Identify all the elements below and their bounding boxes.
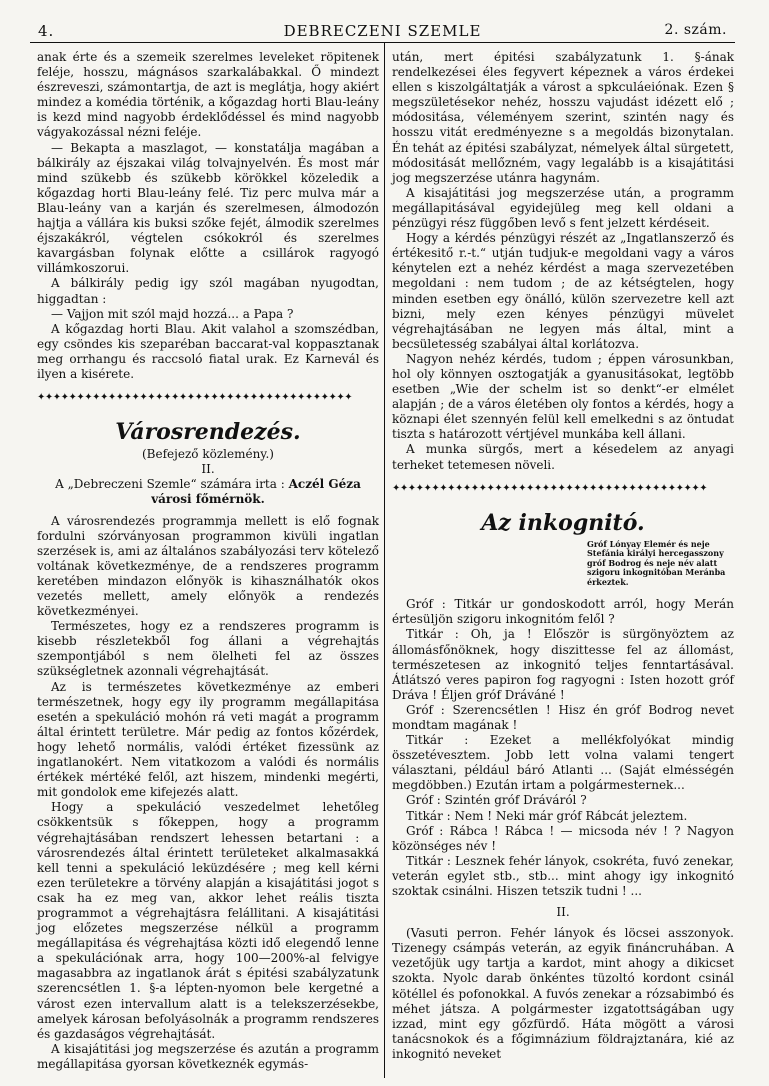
paragraph: A bálkirály pedig igy szól magában nyugodtan, higgadtan : — [37, 276, 379, 306]
paragraph: Hogy a kérdés pénzügyi részét az „Ingatlanszerző és értékesitő r.-t.“ utján tudjuk-e megoldani vagy a város kénytelen ezt a nehéz kérdést a maga szervezetében megoldani : nem tudom ; de az kétségtelen, hogy minden esetben egy önálló, külön szervezetre kell azt bizni, mely ezen kényes pénzügyi müvelet végrehajtásában ne legyen más által, mint a becsületesség szabályai által korlátozva. — [392, 231, 734, 351]
dialogue-line: Gróf : Szerencsétlen ! Hisz én gróf Bodrog nevet mondtam magának ! — [392, 702, 734, 732]
paragraph: Nagyon nehéz kérdés, tudom ; éppen városunkban, hol oly könnyen osztogatják a gyanusitásokat, legtöbb esetben „Wie der schelm ist so denkt“-er elmélet alapján ; de a város életében oly fontos a kérdés, hogy a köznapi élet szennyén felül kell emelkedni s az öntudat tiszta s határozott vértjével munkába kell állani. — [392, 351, 734, 442]
paragraph: A kisajátitási jog megszerzése és azután a programm megállapitása gyorsan következnék egymás- — [37, 1041, 379, 1071]
dialogue-line: Gróf : Szintén gróf Dráváról ? — [406, 793, 587, 808]
ornamental-divider: ✦✦✦✦✦✦✦✦✦✦✦✦✦✦✦✦✦✦✦✦✦✦✦✦✦✦✦✦✦✦✦✦✦✦✦✦✦✦✦✦ — [37, 392, 353, 404]
ornamental-divider: ✦✦✦✦✦✦✦✦✦✦✦✦✦✦✦✦✦✦✦✦✦✦✦✦✦✦✦✦✦✦✦✦✦✦✦✦✦✦✦✦ — [392, 482, 708, 494]
author-name: Aczél Géza városi főmérnök. — [151, 477, 361, 507]
page-header — [30, 20, 735, 44]
article-subtitle: (Befejező közlemény.) — [142, 447, 274, 462]
journal-title: DEBRECZENI SZEMLE — [283, 22, 482, 40]
article-title: Az inkognitó. — [481, 509, 645, 536]
paragraph: anak érte és a szemeik szerelmes leveleket röpitenek feléje, hosszu, mágnásos szarkalábakkal. Ő mindezt észreveszi, számontartja, de azt is meglátja, hogy akiért mindez a komédia történik, a kőgazdag horti Blau-leány is kezd mind nagyobb érdeklődéssel és mind nagyobb vágyakozással nézni feléje. — [37, 50, 379, 140]
issue-number: 2. szám. — [664, 22, 727, 38]
paragraph: A kisajátitási jog megszerzése után, a programm megállapitásával egyidejüleg meg kell oldani a pénzügyi rész függőben levő s fent jelzett kérdéseit. — [392, 185, 734, 231]
byline-prefix: A „Debreczeni Szemle“ számára irta : — [55, 477, 285, 492]
paragraph: A városrendezés programmja mellett is elő fognak fordulni szórványosan programmon kivüli ingatlan szerzések is, ami az általános szabályozási terv kötelező voltának következménye, de a rendszeres programm keretében mindazon előnyök is kihasználhatók okos vezetés mellett, amely előnyök a rendezés következményei. — [37, 513, 379, 619]
page-number: 4. — [38, 22, 55, 40]
paragraph: — Bekapta a maszlagot, — konstatálja magában a bálkirály az éjszakai világ tolvajnyelvén. És most már mind szükebb és szükebb körökkel közeledik a kőgazdag horti Blau-leány felé. Tiz perc mulva már a Blau-leány van a karján és szerelmesen, álmodozón hajtja a vállára kis buksi szőke fejét, álmodik szerelmes éjszakákról, végtelen csókokról és szerelmes kavargásban folynak előtte a csillárok ragyogó villámkoszorui. — [37, 140, 379, 276]
part-number: II. — [201, 462, 215, 477]
dialogue-line: Titkár : Nem ! Neki már gróf Rábcát jeleztem. — [406, 808, 688, 823]
article-title: Városrendezés. — [115, 419, 301, 446]
dedication-note: Gróf Lónyay Elemér és neje Stefánia királyi hercegasszony gróf Bodrog és neje név alatt szigoru inkognitóban Meránba érkeztek. — [587, 538, 726, 587]
dialogue-line: Titkár : Ezeket a mellékfolyókat mindig összetévesztem. Jobb lett volna valami tengert választani, például báró Atlanti ... (Saját elmésségén megdöbben.) Ezután irtam a polgármesternek... — [392, 733, 734, 793]
section-number: II. — [556, 905, 570, 920]
paragraph: után, mert épitési szabályzatunk 1. §-ának rendelkezései éles fegyvert képeznek a város érdekei ellen s kiszolgáltatják a várost a spkculáeiónak. Ezen § megszületésekor nehéz, hosszu vajudást idézett elő ; módositása, véleményem szerint, szintén nagy és hosszu vitát eredményezne s a megoldás bizonytalan. Én tehát az épitési szabályzat, némelyek által sürgetett, módositását mellőzném, vagy legalább is a kisajátitási jog megszerzése utánra hagynám. — [392, 50, 734, 185]
byline — [37, 477, 379, 507]
header-rule — [30, 42, 735, 43]
dialogue-line: Gróf : Titkár ur gondoskodott arról, hogy Merán értesüljön szigoru inkognitóm felől ? — [392, 597, 734, 627]
paragraph: (Vasuti perron. Fehér lányok és löcsei asszonyok. Tizenegy csámpás veterán, az egyik fináncruhában. A vezetőjük ugy tartja a kardot, mint ahogy a dikicset szokta. Nyolc darab önkéntes tüzoltó kordont csinál kötéllel és pofonokkal. A fuvós zenekar a rózsabimbó és méhet játsza. A polgármester izgatottságában ugy izzad, mint egy gőzfürdő. Háta mögött a városi tanácsnokok és a főgimnázium földrajztanára, kié az inkognitó neveket — [392, 926, 734, 1061]
paragraph: Hogy a spekuláció veszedelmet lehetőleg csökkentsük s főkeppen, hogy a programm végrehajtásában rendszert lehessen betartani : a városrendezés által érintett területeket alkalmasakká kell tenni a spekuláció leküzdésére ; meg kell kérni ezen területekre a törvény alapján a kisajátitási jogot s csak ha ez meg van, akkor lehet reális tiszta programmot a végrehajtásra felállitani. A kisajátitási jog előzetes megszerzése nélkül a programm megállapitása és végrehajtása közti idő elegendő lenne a spekulációnak arra, hogy 100—200%-al felvigye magasabbra az ingatlanok árát s épitési szabályzatunk szerencsétlen 1. §-a lépten-nyomon bele kergetné a várost ezen intervallum alatt is a telekszerzésekbe, amelyek károsan befolyásolnák a programm rendszeres és gazdaságos végrehajtását. — [37, 800, 379, 1041]
paragraph: A kőgazdag horti Blau. Akit valahol a szomszédban, egy csöndes kis szeparéban baccarat-val koppasztanak meg orrhangu és raccsoló fiatal urak. Ez Karnevál és ilyen a kisérete. — [37, 321, 379, 381]
dialogue-line: Titkár : Oh, ja ! Először is sürgönyöztem az állomásfőnöknek, hogy diszittesse fel az állomást, természetesen az inkognitó teljes fenntartásával. Átlátszó veres papiron fog ragyogni : Isten hozott gróf Dráva ! Éljen gróf Dráváné ! — [392, 627, 734, 702]
left-column — [37, 50, 379, 1072]
column-divider — [384, 43, 385, 1078]
paragraph: Természetes, hogy ez a rendszeres programm is kisebb részletekből fog állani a végrehajtás szempontjából s nem ölelheti fel az összes szükségletnek azonnali végrehajtását. — [37, 619, 379, 679]
dialogue-line: Gróf : Rábca ! Rábca ! — micsoda név ! ? Nagyon közönséges név ! — [392, 823, 734, 853]
dialogue-line: Titkár : Lesznek fehér lányok, csokréta, fuvó zenekar, veterán egylet stb., stb... mint ahogy igy inkognitó szoktak csinálni. Hiszen tetszik tudni ! ... — [392, 853, 734, 898]
paragraph: — Vajjon mit szól majd hozzá... a Papa ? — [51, 306, 294, 321]
right-column — [392, 50, 734, 1062]
paragraph: Az is természetes következménye az emberi természetnek, hogy egy ily programm megállapitása esetén a spekuláció mohón rá veti magát a programm által érintett területre. Már pedig az fontos kőzérdek, hogy lehető normális, valódi értéket fizessünk az ingatlanokért. Nem vitatkozom a valódi és normális értékek mértéké felől, azt hiszem, mindenki megérti, mit gondolok eme kifejezés alatt. — [37, 679, 379, 800]
paragraph: A munka sürgős, mert a késedelem az anyagi terheket tetemesen növeli. — [392, 442, 734, 472]
